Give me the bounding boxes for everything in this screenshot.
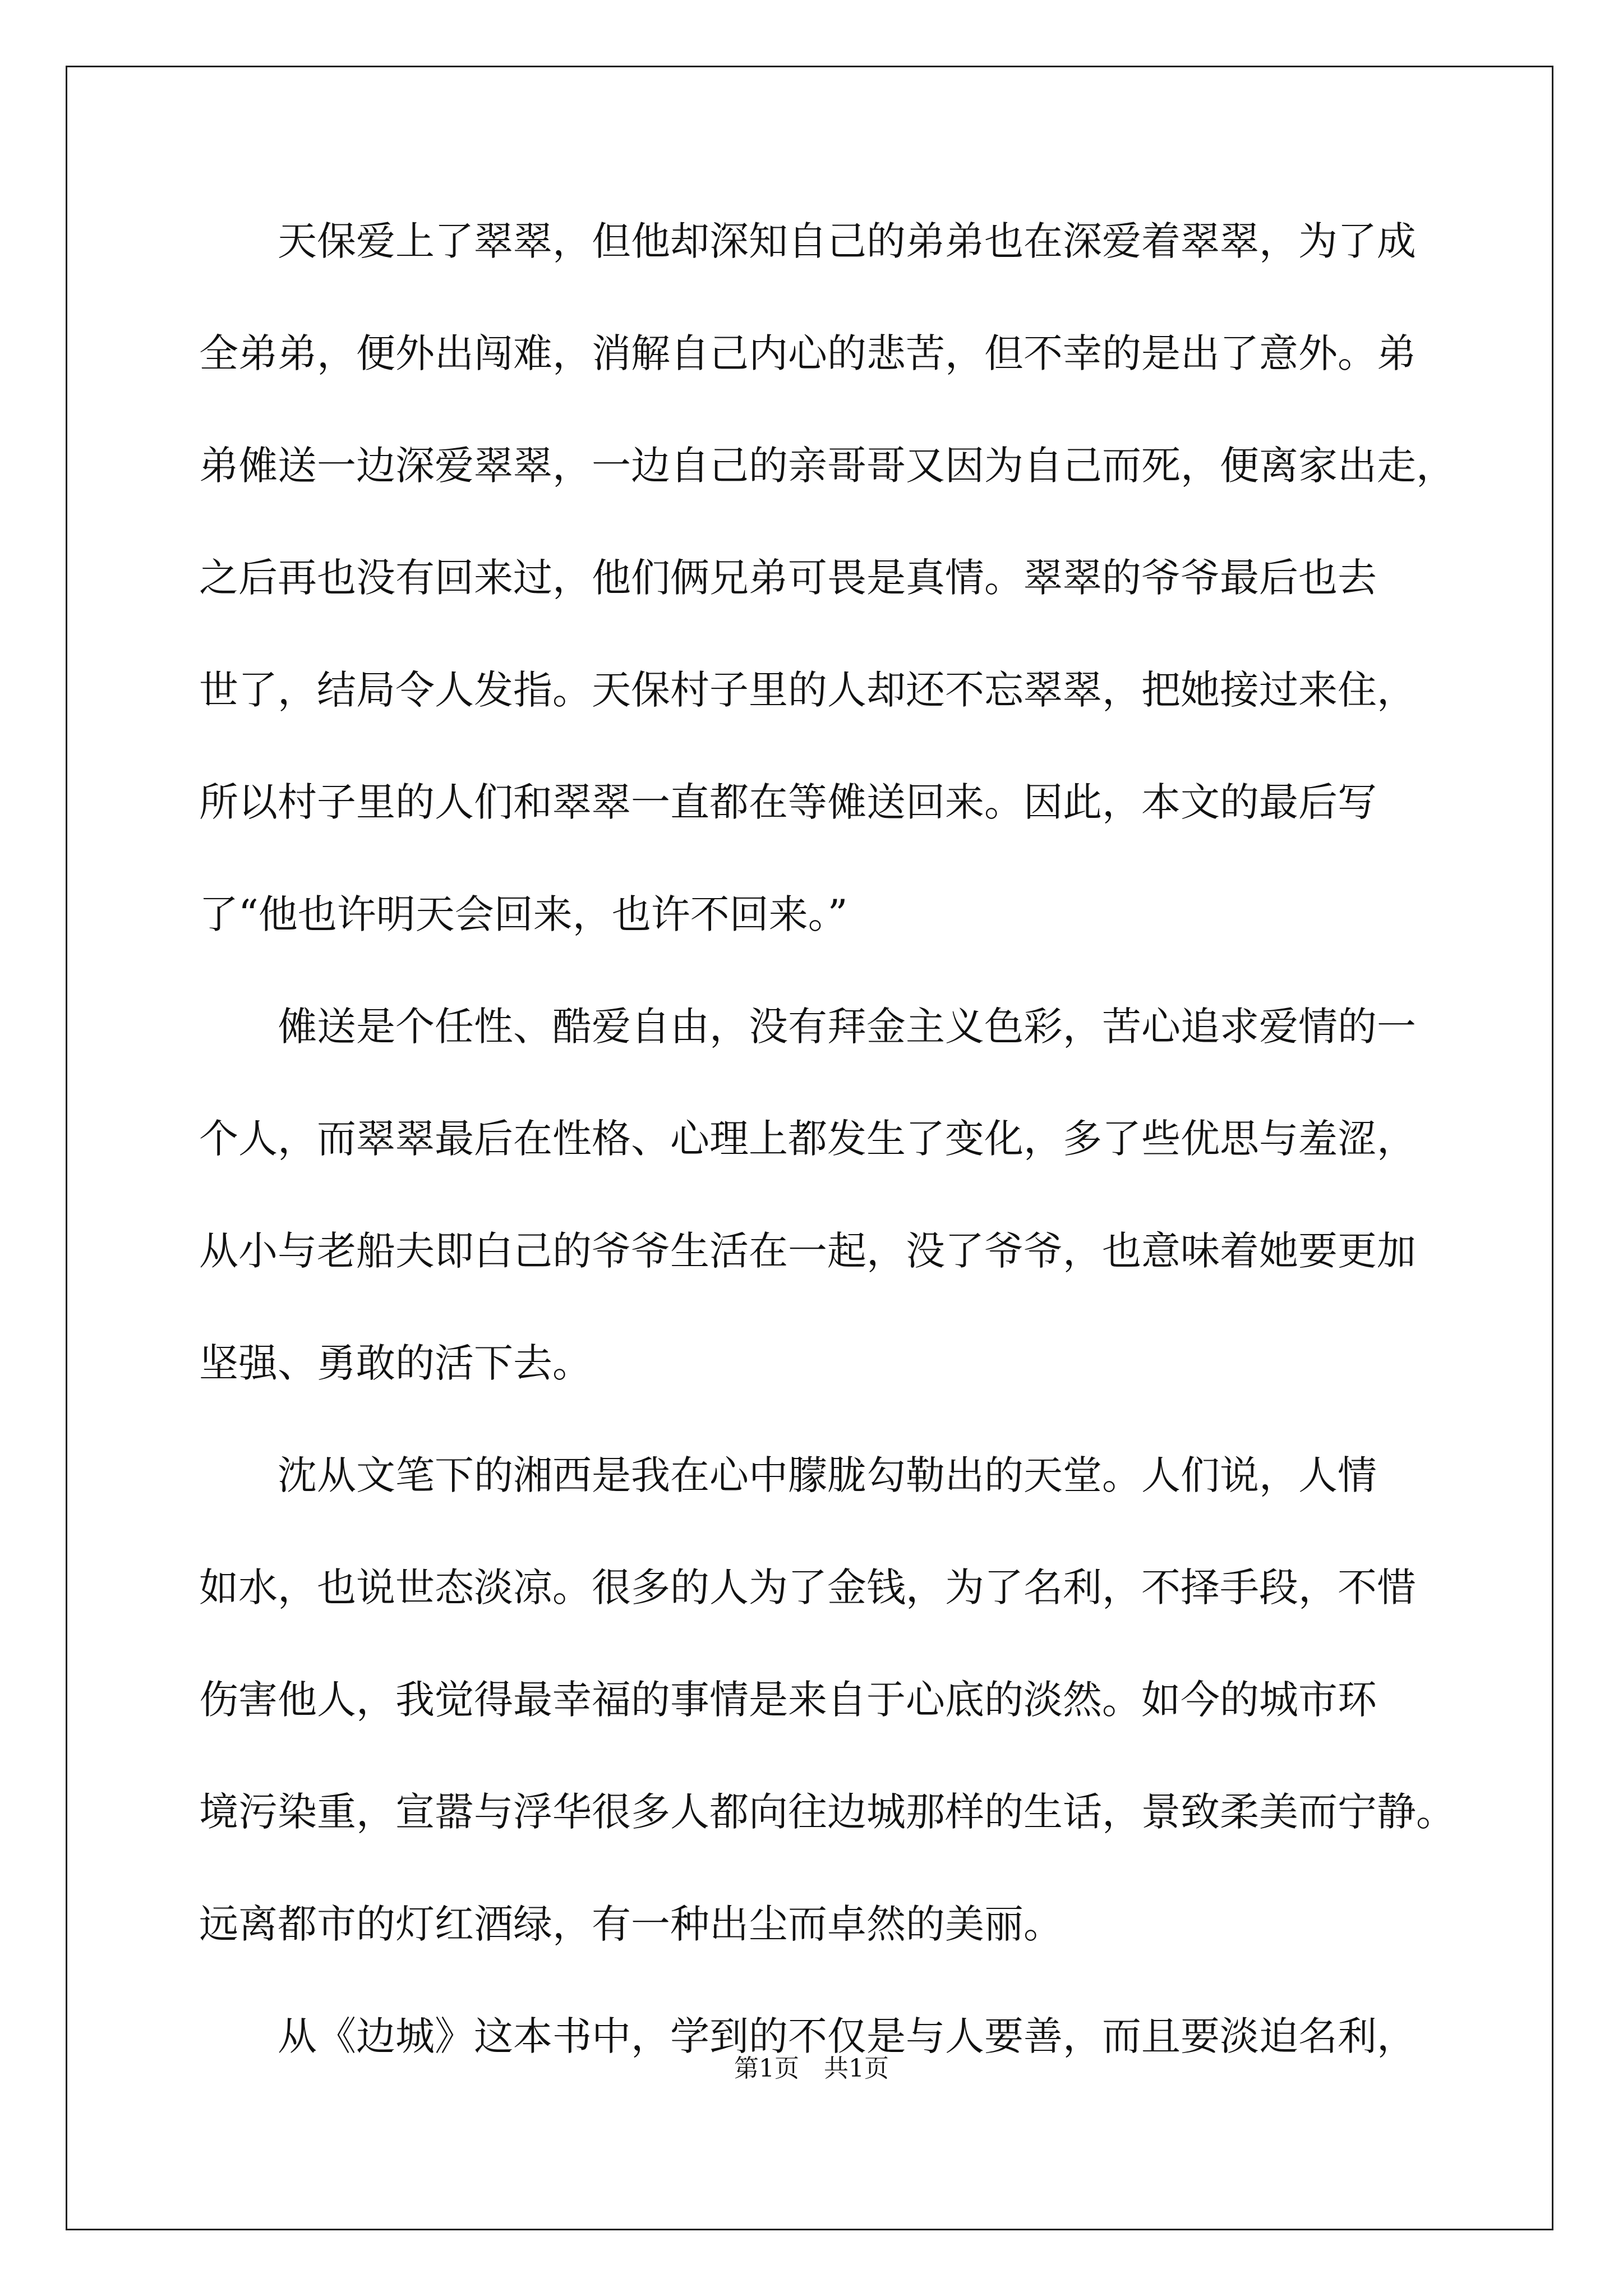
- text-line: 之后再也没有回来过，他们俩兄弟可畏是真情。翠翠的爷爷最后也去: [199, 555, 1377, 601]
- text-line: 如水，也说世态淡凉。很多的人为了金钱，为了名利，不择手段，不惜: [199, 1565, 1416, 1611]
- text-line: 弟傩送一边深爱翠翠，一边自己的亲哥哥又因为自己而死，便离家出走，: [199, 443, 1455, 489]
- text-line: 从小与老船夫即白己的爷爷生活在一起，没了爷爷，也意味着她要更加: [199, 1228, 1416, 1274]
- text-line: 远离都市的灯红酒绿，有一种出尘而卓然的美丽。: [199, 1901, 1063, 1947]
- text-line: 坚强、勇敢的活下去。: [199, 1340, 592, 1386]
- text-line: 境污染重，宣嚣与浮华很多人都向往边城那样的生话，景致柔美而宁静。: [199, 1789, 1455, 1835]
- text-line: 了“他也许明天会回来，也许不回来。”: [199, 891, 848, 937]
- text-line: 沈从文笔下的湘西是我在心中朦胧勾勒出的天堂。人们说，人情: [199, 1452, 1377, 1498]
- text-line: 个人，而翠翠最后在性格、心理上都发生了变化，多了些优思与羞涩，: [199, 1116, 1416, 1162]
- text-line: 全弟弟，便外出闯难，消解自己内心的悲苦，但不幸的是出了意外。弟: [199, 330, 1416, 376]
- text-line: 所以村子里的人们和翠翠一直都在等傩送回来。因此，本文的最后写: [199, 779, 1377, 825]
- page-number-footer: 第1页 共1页: [734, 2054, 889, 2083]
- text-line: 从《边城》这本书中，学到的不仅是与人要善，而且要淡迫名利，: [199, 2013, 1416, 2059]
- text-line: 傩送是个任性、酷爱自由，没有拜金主义色彩，苦心追求爱情的一: [199, 1004, 1416, 1050]
- text-line: 伤害他人，我觉得最幸福的事情是来自于心底的淡然。如今的城市环: [199, 1677, 1377, 1723]
- text-line: 天保爱上了翠翠，但他却深知自己的弟弟也在深爱着翠翠，为了成: [199, 218, 1416, 264]
- text-line: 世了，结局令人发指。天保村子里的人却还不忘翠翠，把她接过来住，: [199, 667, 1416, 713]
